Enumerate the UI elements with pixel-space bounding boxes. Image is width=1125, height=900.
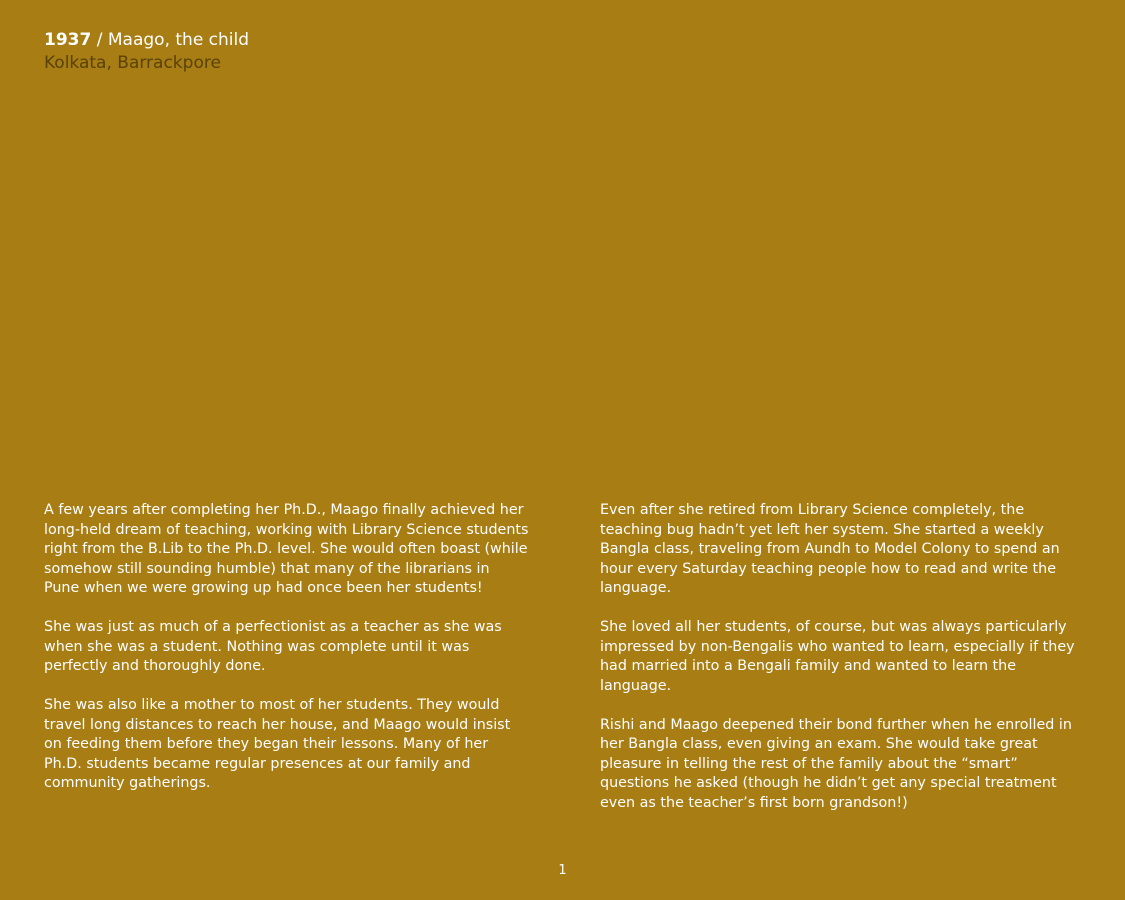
paragraph: Rishi and Maago deepened their bond further when he enrolled in her Bangla class, even giving an exam. She would take great pleasure in telling the rest of the family about the “smart” questions he asked (though he didn’t get any special treatment even as the teacher’s first born grandson!) — [600, 716, 1072, 811]
paragraph: She was just as much of a perfectionist as a teacher as she was when she was a student. Nothing was complete until it was perfectly and thoroughly done. — [44, 619, 502, 674]
chapter-name: Maago, the child — [107, 30, 250, 50]
paragraph: She loved all her students, of course, but was always particularly impressed by non-Bengalis who wanted to learn, especially if they had married into a Bengali family and wanted to learn the language. — [600, 619, 1075, 694]
chapter-location: Kolkata, Barrackpore — [44, 53, 221, 73]
chapter-title — [44, 29, 644, 52]
paragraph: Even after she retired from Library Science completely, the teaching bug hadn’t yet left her system. She started a weekly Bangla class, traveling from Aundh to Model Colony to spend an hour every Saturday teaching people how to read and write the language. — [600, 502, 1060, 596]
title-separator: / — [91, 30, 108, 50]
page-header — [44, 29, 644, 75]
left-text-column — [44, 501, 529, 813]
chapter-year: 1937 — [44, 30, 92, 50]
paragraph: A few years after completing her Ph.D., Maago finally achieved her long-held dream of teaching, working with Library Science students right from the B.Lib to the Ph.D. level. She would often boast (while somehow still sounding humble) that many of the librarians in Pune when we were growing up had once been her students! — [44, 502, 529, 596]
page-number: 1 — [558, 863, 567, 878]
right-text-column — [600, 501, 1085, 833]
paragraph: She was also like a mother to most of her students. They would travel long distances to reach her house, and Maago would insist on feeding them before they began their lessons. Many of her Ph.D. students became regular presences at our family and community gatherings. — [44, 697, 511, 791]
